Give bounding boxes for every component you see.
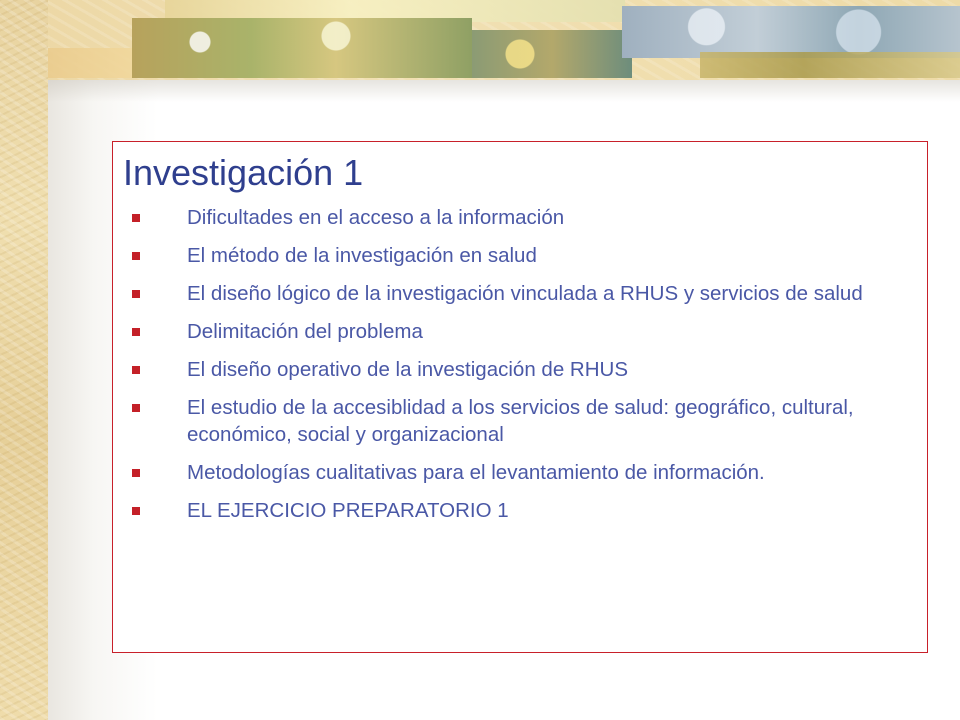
red-square-bullet-icon — [132, 507, 140, 515]
red-square-bullet-icon — [132, 252, 140, 260]
slide-title: Investigación 1 — [123, 152, 364, 193]
bullet-item — [113, 280, 927, 307]
red-square-bullet-icon — [132, 366, 140, 374]
bullet-list — [113, 204, 927, 535]
bullet-item — [113, 497, 927, 524]
bullet-item — [113, 394, 927, 448]
bullet-text: El método de la investigación en salud — [187, 244, 537, 267]
bullet-text: El diseño operativo de la investigación de RHUS — [187, 358, 629, 381]
bullet-text: Metodologías cualitativas para el levantamiento de información. — [187, 461, 765, 484]
red-square-bullet-icon — [132, 290, 140, 298]
red-square-bullet-icon — [132, 328, 140, 336]
red-square-bullet-icon — [132, 214, 140, 222]
bullet-item — [113, 242, 927, 269]
bullet-item — [113, 204, 927, 231]
left-parchment-strip — [0, 0, 48, 720]
bullet-item — [113, 356, 927, 383]
bullet-text: El estudio de la accesiblidad a los servicios de salud: geográfico, cultural, económico, social y organizacional — [187, 396, 854, 446]
header-sky-image — [622, 6, 960, 58]
content-frame — [112, 141, 928, 653]
bullet-text: EL EJERCICIO PREPARATORIO 1 — [187, 499, 509, 522]
bullet-item — [113, 459, 927, 486]
bullet-text: Dificultades en el acceso a la información — [187, 206, 565, 229]
header-floral-image — [132, 18, 472, 78]
red-square-bullet-icon — [132, 469, 140, 477]
red-square-bullet-icon — [132, 404, 140, 412]
bullet-item — [113, 318, 927, 345]
header-grass-image — [700, 52, 960, 78]
bullet-text: Delimitación del problema — [187, 320, 423, 343]
header-leaf-image — [472, 30, 632, 78]
bullet-text: El diseño lógico de la investigación vinculada a RHUS y servicios de salud — [187, 282, 863, 305]
